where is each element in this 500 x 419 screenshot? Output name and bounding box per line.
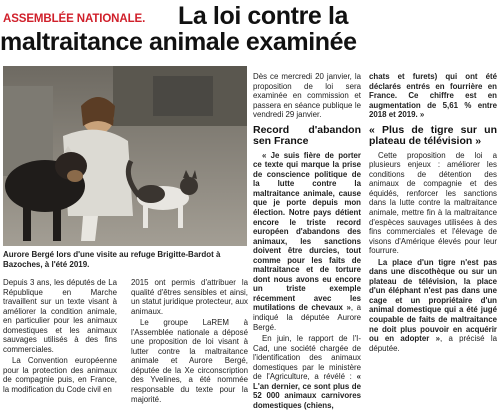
col1-paragraph-1: Depuis 3 ans, les députés de La République en Marche travaillent sur un texte visant à améliorer la condition animale, en particulier pour les animaux domestiques et les animaux sauvages utilisés à des fins commerciales.	[3, 278, 117, 354]
col4-quote-tail: , a précisé la députée.	[369, 334, 497, 353]
col4-paragraph-1: chats et furets) qui ont été déclarés entrés en fourrière en France. Ce chiffre est en augmentation de 5,61 % entre 2018 et 2019. »	[369, 72, 497, 120]
section-kicker: ASSEMBLÉE NATIONALE.	[3, 13, 146, 25]
col2-paragraph-2: Le groupe LaREM à l'Assemblée nationale a déposé une proposition de loi visant à lutter contre la maltraitance animale et Aurore Bergé, députée de la Xe circonscription des Yvelines, a été nommée responsable du texte pour la majorité.	[131, 318, 248, 404]
title-line-2: maltraitance animale examinée	[0, 28, 357, 56]
column-3	[253, 72, 361, 413]
col3-quote: « Je suis fière de porter ce texte qui marque la prise de conscience politique de la lutte contre la maltraitance animale, cause que je porte depuis mon élection. Notre pays détient encore le triste record européen d'abandons des animaux, les sanctions doivent être durcies, tout comme pour les faits de maltraitance et de torture dont nous avons eu encore un triste exemple récemment avec les mutilations de chevaux »	[253, 150, 361, 313]
photo-illustration	[3, 66, 247, 246]
col4-paragraph-2: Cette proposition de loi a plusieurs enjeux : améliorer les conditions de détention des animaux de compagnie et des équidés, renforcer les sanctions dans la lutte contre la maltraitance animale, mettre fin à la maltraitance d'espèces sauvages utilisées à des fins commerciales et l'élevage de visons d'Amérique élevés pour leur fourrure.	[369, 150, 497, 256]
photo-caption: Aurore Bergé lors d'une visite au refuge Brigitte-Bardot à Bazoches, à l'été 2019.	[3, 250, 221, 269]
col2-paragraph-1: 2015 ont permis d'attribuer la qualité d'êtres sensibles et ainsi, un statut juridique protecteur, aux animaux.	[131, 278, 248, 316]
col3-paragraph-3	[253, 334, 361, 410]
col3-quote-tail: , a indiqué la députée Aurore Bergé.	[253, 303, 361, 332]
column-1	[3, 278, 117, 397]
col3-paragraph-1: Dès ce mercredi 20 janvier, la proposition de loi sera examinée en commission et passera en séance publique le vendredi 29 janvier.	[253, 72, 361, 120]
col3-p3-text: En juin, le rapport de l'I-Cad, une société chargée de l'identification des animaux domestiques par le ministère de l'Agriculture, a révélé :	[253, 334, 361, 382]
column-2	[131, 278, 248, 406]
subheading-record: Record d'abandon sen France	[253, 123, 361, 148]
title-line-1: La loi contre la	[178, 2, 349, 30]
col4-quote-paragraph	[369, 258, 497, 353]
subheading-tigre: « Plus de tigre sur un plateau de télévision »	[369, 123, 497, 148]
column-4	[369, 72, 497, 355]
col4-quote: La place d'un tigre n'est pas dans une discothèque ou sur un plateau de télévision, la place d'un éléphant n'est pas dans une cage et un propriétaire d'un animal domestique qui a été jugé coupable de faits de maltraitance ne doit plus pouvoir en acquérir ou en adopter »	[369, 257, 497, 344]
col3-quote-paragraph	[253, 151, 361, 332]
col3-p3-quote: « L'an dernier, ce sont plus de 52 000 animaux carnivores domestiques (chiens,	[253, 372, 361, 410]
col1-paragraph-2: La Convention européenne pour la protection des animaux de compagnie puis, en France, la modification du Code civil en	[3, 356, 117, 395]
article-photo	[3, 66, 247, 246]
